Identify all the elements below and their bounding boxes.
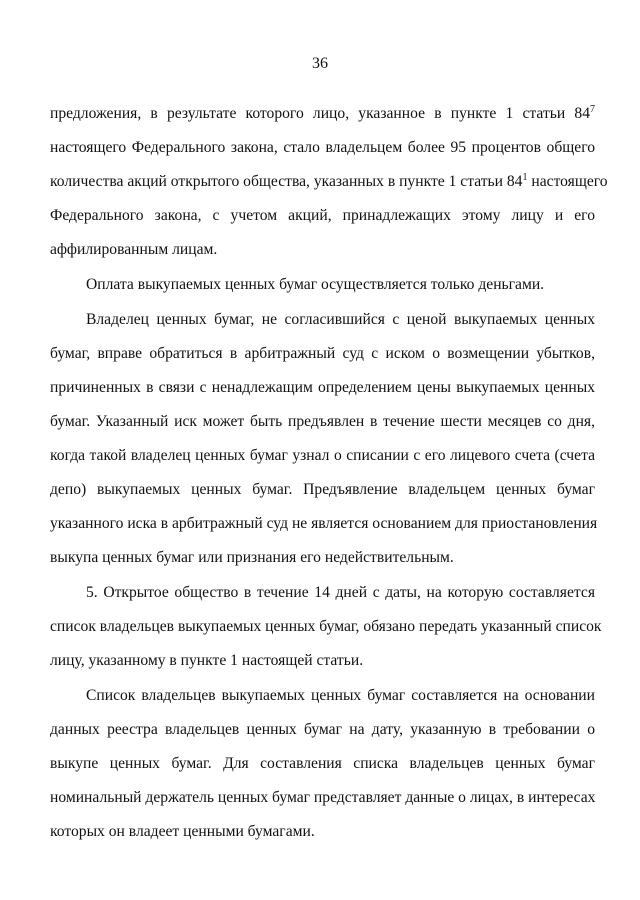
superscript: 7 xyxy=(590,104,595,115)
text-line: список владельцев выкупаемых ценных бумаг, обязано передать указанный список xyxy=(50,618,602,635)
paragraph-acquirer-ownership xyxy=(50,97,608,267)
text-line: аффилированным лицам. xyxy=(50,241,218,258)
text-line: выкупе ценных бумаг. Для составления списка владельцев ценных бумаг xyxy=(50,755,595,772)
text-line: причиненных в связи с ненадлежащим определением цены выкупаемых ценных xyxy=(50,379,595,396)
text-run: настоящего xyxy=(527,173,608,190)
text-line xyxy=(50,97,595,131)
paragraph-item-5 xyxy=(50,576,602,678)
text-line: которых он владеет ценными бумагами. xyxy=(50,823,315,840)
text-line: 5. Открытое общество в течение 14 дней с даты, на которую составляется xyxy=(86,584,595,601)
text-line: бумаг, вправе обратиться в арбитражный суд с иском о возмещении убытков, xyxy=(50,345,595,362)
text-line: номинальный держатель ценных бумаг представляет данные о лицах, в интересах xyxy=(50,789,596,806)
text-line xyxy=(50,165,608,199)
text-line: Оплата выкупаемых ценных бумаг осуществляется только деньгами. xyxy=(86,276,545,293)
page-number: 36 xyxy=(312,55,328,72)
text-line: данных реестра владельцев ценных бумаг на дату, указанную в требовании о xyxy=(50,721,595,738)
text-line: указанного иска в арбитражный суд не является основанием для приостановления xyxy=(50,515,598,532)
text-line: лицу, указанному в пункте 1 настоящей статьи. xyxy=(50,652,364,669)
paragraph-payment-money xyxy=(50,268,595,302)
text-line: выкупа ценных бумаг или признания его недействительным. xyxy=(50,549,454,566)
text-line: бумаг. Указанный иск может быть предъявлен в течение шести месяцев со дня, xyxy=(50,413,595,430)
text-line: Федерального закона, с учетом акций, принадлежащих этому лицу и его xyxy=(50,207,595,224)
text-line: настоящего Федерального закона, стало владельцем более 95 процентов общего xyxy=(50,139,595,156)
text-line: когда такой владелец ценных бумаг узнал о списании с его лицевого счета (счета xyxy=(50,447,595,464)
superscript: 1 xyxy=(522,172,528,183)
text-line: Владелец ценных бумаг, не согласившийся с ценой выкупаемых ценных xyxy=(86,311,595,328)
text-line: депо) выкупаемых ценных бумаг. Предъявление владельцем ценных бумаг xyxy=(50,481,595,498)
document-body xyxy=(50,97,608,849)
text-run: количества акций открытого общества, указанных в пункте 1 статьи 84 xyxy=(50,173,523,190)
text-run: предложения, в результате которого лицо, указанное в пункте 1 статьи 84 xyxy=(50,105,590,122)
text-line: Список владельцев выкупаемых ценных бумаг составляется на основании xyxy=(86,687,595,704)
paragraph-owner-claim xyxy=(50,303,598,575)
paragraph-owners-list xyxy=(50,679,595,849)
